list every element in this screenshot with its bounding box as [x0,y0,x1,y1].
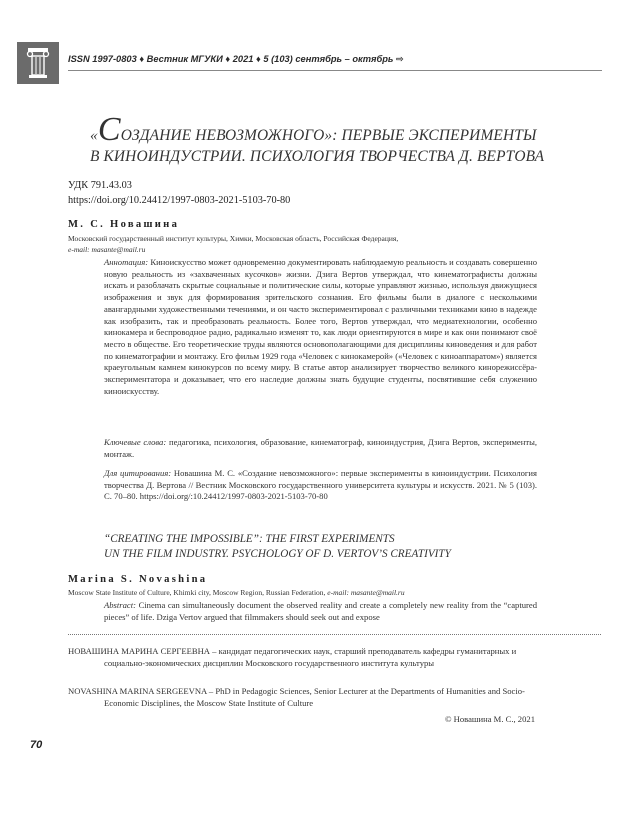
udk: УДК 791.43.03 [68,180,132,191]
column-logo-icon [26,47,50,79]
author-info-en: NOVASHINA MARINA SERGEEVNA – PhD in Pedagogic Sciences, Senior Lecturer at the Departments of Humanities and Socio-Economic Disciplines, the Moscow State Institute of Culture [68,686,525,708]
copyright: © Новашина М. С., 2021 [444,714,535,724]
title-line-1: «СОЗДАНИЕ НЕВОЗМОЖНОГО»: ПЕРВЫЕ ЭКСПЕРИМЕНТЫ [90,111,537,148]
abstract-ru: Аннотация: Киноискусство может одновременно документировать наблюдаемую реальность и создавать совершенно новую реальность из «захваченных кусочков» жизни. Дзига Вертов утверждал, что кинематографисты должны искать и разоблачать скрытые социальные и политические силы, которые управляют жизнью, используя движущиеся изображения и звук для формирования зрительского сознания. Его фильмы были в диалоге с несколькими авангардными художественными течениями, и он часто экспериментировал с различными техниками кино в надежде как изобразить, так и преобразовать реальность. Более того, Вертов утверждал, что медиатехнологии, особенно кинокамера и беспроводное радио, радикально изменят то, как люди ориентируются в мире и как они понимают своё место в обществе. Его теоретические труды являются основополагающими для дисциплины киноведения и для работ по кинематографии и монтажу. Его фильм 1929 года «Человек с кинокамерой» («Человек с киноаппаратом») является краеугольным камнем кинокурсов по всему миру. В статье автор анализирует творчество великого кинорежиссёра-экспериментатора и доказывает, что его наследие должны знать будущие студенты, посвятившие себя служению киноискусству. [104,257,538,396]
author-affiliation: Московский государственный институт культуры, Химки, Московская область, Российская Федерация, [68,234,399,243]
abstract-en: Abstract: Cinema can simultaneously document the observed reality and create a completely new reality from the “captured pieces” of life. Dziga Vertov argued that filmmakers should seek out and expose [104,600,537,622]
article-title [90,111,590,167]
title-drop-cap: С [97,111,121,148]
title-line-2: В КИНОИНДУСТРИИ. ПСИХОЛОГИЯ ТВОРЧЕСТВА Д. ВЕРТОВА [90,148,545,165]
abstract-en-label: Abstract: [104,600,136,610]
keywords-ru: Ключевые слова: педагогика, психология, образование, кинематограф, киноиндустрия, Дзига Вертов, эксперименты, монтаж. [104,437,538,459]
page-number: 70 [30,739,43,751]
author-name-en: Marina S. Novashina [68,574,208,585]
doi-link[interactable]: https://doi.org/10.24412/1997-0803-2021-5103-70-80 [68,195,291,206]
abstract-label: Аннотация: [104,257,149,267]
author-name: М. С. Новашина [68,219,180,230]
citation-label: Для цитирования: [104,468,172,478]
keywords-label: Ключевые слова: [104,437,167,447]
article-title-en: “CREATING THE IMPOSSIBLE”: THE FIRST EXPERIMENTS UN THE FILM INDUSTRY. PSYCHOLOGY OF D. VERTOV’S CREATIVITY [104,533,451,560]
author-email: e-mail: masante@mail.ru [68,245,146,254]
footnote-divider [68,634,601,635]
author-affiliation-en: Moscow State Institute of Culture, Khimki city, Moscow Region, Russian Federation, e-mail: masante@mail.ru [68,588,405,597]
header-rule [68,70,602,71]
author-info-ru: НОВАШИНА МАРИНА СЕРГЕЕВНА – кандидат педагогических наук, старший преподаватель кафедры гуманитарных и социально-экономических дисциплин Московского государственного института культуры [68,646,517,668]
journal-header: ISSN 1997-0803 ♦ Вестник МГУКИ ♦ 2021 ♦ 5 (103) сентябрь – октябрь ⇨ [68,54,404,64]
citation-ru: Для цитирования: Новашина М. С. «Создание невозможного»: первые эксперименты в киноиндустрии. Психология творчества Д. Вертова // Вестник Московского государственного университета культуры и искусств. 2021. № 5 (103). С. 70–80. https://doi.org/:10.24412/1997-0803-2021-5103-70-80 [104,468,537,502]
